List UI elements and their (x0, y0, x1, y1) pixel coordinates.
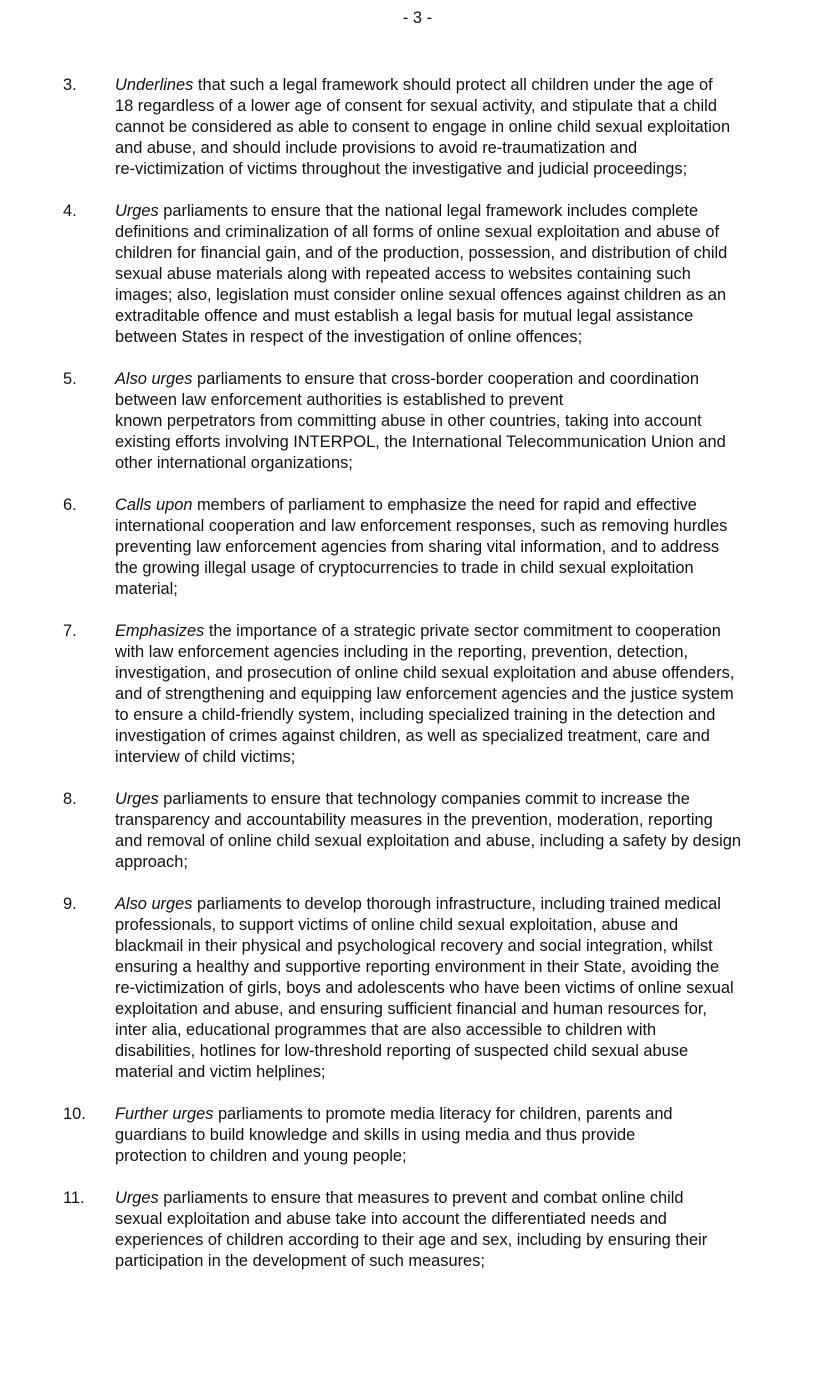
paragraph-body: members of parliament to emphasize the need for rapid and effective international cooperation and law enforcement responses, such as removing hurdles preventing law enforcement agencies from sharing vital information, and to address the growing illegal usage of cryptocurrencies to trade in child sexual exploitation material; (115, 496, 728, 598)
operative-verb: Emphasizes (115, 622, 205, 640)
paragraph-body: parliaments to promote media literacy for children, parents and guardians to build knowledge and skills in using media and thus provide protection to children and young people; (115, 1105, 673, 1165)
operative-verb: Calls upon (115, 496, 193, 514)
paragraph-body: parliaments to ensure that the national legal framework includes complete definitions and criminalization of all forms of online sexual exploitation and abuse of children for financial gain, and of the production, possession, and distribution of child sexual abuse materials along with repeated access to websites containing such images; also, legislation must consider online sexual offences against children as an extraditable offence and must establish a legal basis for mutual legal assistance between States in respect of the investigation of online offences; (115, 202, 728, 346)
paragraph-number: 7. (63, 622, 77, 640)
page-number: - 3 - (402, 9, 433, 27)
paragraph-5 (63, 369, 815, 474)
paragraph-text (115, 1188, 815, 1272)
paragraph-text (115, 369, 815, 474)
paragraph-number: 6. (63, 496, 77, 514)
paragraph-body: parliaments to ensure that cross-border cooperation and coordination between law enforcement authorities is established to prevent known perpetrators from committing abuse in other countries, taking into account existing efforts involving INTERPOL, the International Telecommunication Union and other international organizations; (115, 370, 726, 472)
paragraph-body: the importance of a strategic private sector commitment to cooperation with law enforcement agencies including in the reporting, prevention, detection, investigation, and prosecution of online child sexual exploitation and abuse offenders, and of strengthening and equipping law enforcement agencies and the justice system to ensure a child-friendly system, including specialized training in the detection and investigation of crimes against children, as well as specialized treatment, care and interview of child victims; (115, 622, 735, 766)
operative-verb: Urges (115, 790, 159, 808)
paragraph-text (115, 789, 815, 873)
paragraph-10 (63, 1104, 815, 1167)
operative-verb: Also urges (115, 370, 193, 388)
paragraph-body: parliaments to ensure that technology companies commit to increase the transparency and accountability measures in the prevention, moderation, reporting and removal of online child sexual exploitation and abuse, including a safety by design approach; (115, 790, 741, 871)
paragraph-number: 10. (63, 1105, 86, 1123)
operative-verb: Urges (115, 202, 159, 220)
operative-verb: Further urges (115, 1105, 214, 1123)
paragraph-number: 9. (63, 895, 77, 913)
operative-verb: Urges (115, 1189, 159, 1207)
operative-verb: Underlines (115, 76, 194, 94)
paragraph-text (115, 894, 815, 1083)
paragraph-text (115, 75, 815, 180)
paragraph-number: 8. (63, 790, 77, 808)
paragraph-number: 3. (63, 76, 77, 94)
paragraph-body: parliaments to develop thorough infrastructure, including trained medical professionals, to support victims of online child sexual exploitation, abuse and blackmail in their physical and psychological recovery and social integration, whilst ensuring a healthy and supportive reporting environment in their State, avoiding the re-victimization of girls, boys and adolescents who have been victims of online sexual exploitation and abuse, and ensuring sufficient financial and human resources for, inter alia, educational programmes that are also accessible to children with disabilities, hotlines for low-threshold reporting of suspected child sexual abuse material and victim helplines; (115, 895, 734, 1081)
paragraph-6 (63, 495, 815, 600)
paragraph-7 (63, 621, 815, 768)
paragraph-text (115, 1104, 815, 1167)
paragraph-number: 5. (63, 370, 77, 388)
paragraph-8 (63, 789, 815, 873)
paragraph-4 (63, 201, 815, 348)
paragraph-3 (63, 75, 815, 180)
paragraph-number: 11. (63, 1189, 85, 1207)
resolution-list (63, 75, 815, 1293)
paragraph-9 (63, 894, 815, 1083)
paragraph-text (115, 621, 815, 768)
paragraph-text (115, 201, 815, 348)
paragraph-number: 4. (63, 202, 77, 220)
operative-verb: Also urges (115, 895, 193, 913)
paragraph-text (115, 495, 815, 600)
paragraph-body: that such a legal framework should protect all children under the age of 18 regardless of a lower age of consent for sexual activity, and stipulate that a child cannot be considered as able to consent to engage in online child sexual exploitation and abuse, and should include provisions to avoid re-traumatization and re-victimization of victims throughout the investigative and judicial proceedings; (115, 76, 731, 178)
paragraph-11 (63, 1188, 815, 1272)
paragraph-body: parliaments to ensure that measures to prevent and combat online child sexual exploitation and abuse take into account the differentiated needs and experiences of children according to their age and sex, including by ensuring their participation in the development of such measures; (115, 1189, 708, 1270)
